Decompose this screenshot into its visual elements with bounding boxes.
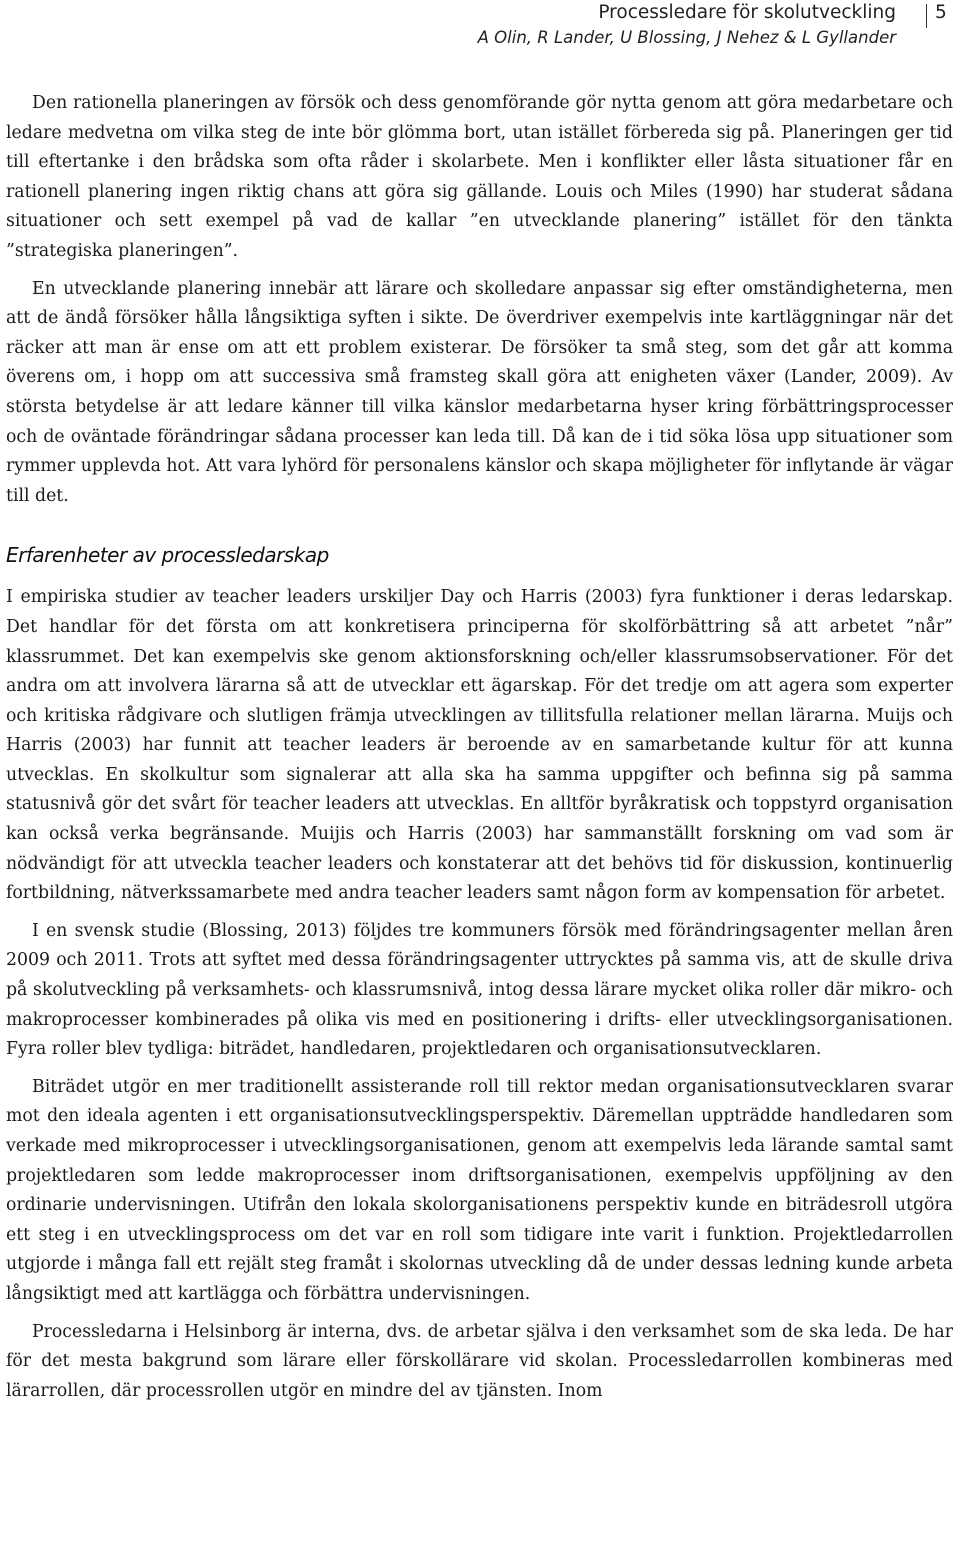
- paragraph-four-roles: Biträdet utgör en mer traditionellt assisterande roll till rektor medan organisationsutvecklaren svarar mot den ideala agenten i ett organisationsutvecklingsperspektiv. Däremellan uppträdde handledaren som verkade med mikroprocesser i utvecklingsorganisationen, genom att exempelvis leda lärande samtal samt projektledaren som ledde makroprocesser inom driftsorganisationen, exempelvis uppföljning av den ordinarie undervisningen. Utifrån den lokala skolorganisationens perspektiv kunde en biträdesroll utgöra ett steg i en utvecklingsprocess om det var en roll som tidigare inte varit i funktion. Projektledarrollen utgjorde i många fall ett rejält steg framåt i skolornas utveckling då de under dessas ledning kunde arbeta långsiktigt med att kartlägga och förbättra undervisningen.: [6, 1076, 953, 1304]
- page-number: 5: [935, 2, 947, 23]
- paragraph-helsingborg: Processledarna i Helsinborg är interna, dvs. de arbetar själva i den verksamhet som de ska leda. De har för det mesta bakgrund som lärare eller förskollärare vid skolan. Processledarrollen kombineras med lärarrollen, där processrollen utgör en mindre del av tjänsten. Inom: [6, 1321, 953, 1401]
- running-header: [0, 0, 960, 60]
- header-divider: [926, 4, 927, 28]
- paragraph-rational-planning: Den rationella planeringen av försök och dess genomförande gör nytta genom att göra medarbetare och ledare medvetna om vilka steg de inte bör glömma bort, utan istället förbereda sig på. Planeringen ger tid till eftertanke i den brådska som ofta råder i skolarbete. Men i konflikter eller låsta situationer får en rationell planering ingen riktig chans att göra sig gällande. Louis och Miles (1990) har studerat sådana situationer och sett exempel på vad de kallar ”en utvecklande planering” istället för den tänkta ”strategiska planeringen”.: [6, 93, 953, 261]
- paragraph-teacher-leaders: I empiriska studier av teacher leaders urskiljer Day och Harris (2003) fyra funktioner i deras ledarskap. Det handlar för det första om att konkretisera principerna för skolförbättring så att arbetet ”når” klassrummet. Det kan exempelvis ske genom aktionsforskning och/eller klassrumsobservationer. För det andra om att involvera lärarna så att de utvecklar ett ägarskap. För det tredje om att agera som experter och kritiska rådgivare och slutligen främja utvecklingen av tillitsfulla relationer mellan lärarna. Muijs och Harris (2003) har funnit att teacher leaders är beroende av en samarbetande kultur för att kunna utvecklas. En skolkultur som signalerar att alla ska ha samma uppgifter och befinna sig på samma statusnivå gör det svårt för teacher leaders att utvecklas. En alltför byråkratisk och toppstyrd organisation kan också verka begränsande. Muijis och Harris (2003) har sammanställt forskning om vad som är nödvändigt för att utveckla teacher leaders och konstaterar att det behövs tid för diskussion, kontinuerlig fortbildning, nätverkssamarbete med andra teacher leaders samt någon form av kompensation för arbetet.: [6, 587, 953, 904]
- paragraph-developing-planning: En utvecklande planering innebär att lärare och skolledare anpassar sig efter omständigheterna, men att de ändå försöker hålla långsiktiga syften i sikte. De överdriver exempelvis inte kartläggningar när det räcker att man är ense om att ett problem existerar. De försöker ta små steg, som det går att komma överens om, i hopp om att successiva små framsteg skall göra att enigheten växer (Lander, 2009). Av största betydelse är att ledare känner till vilka känslor medarbetarna hyser kring förbättringsprocesser och de oväntade förändringar sådana processer kan leda till. Då kan de i tid söka lösa upp situationer som rymmer upplevda hot. Att vara lyhörd för personalens känslor och skapa möjligheter för inflytande är vägar till det.: [6, 278, 953, 506]
- running-title: Processledare för skolutveckling: [598, 2, 896, 23]
- page-body: [6, 89, 953, 1406]
- running-authors: A Olin, R Lander, U Blossing, J Nehez & L Gyllander: [477, 28, 896, 47]
- paragraph-swedish-study: I en svensk studie (Blossing, 2013) följdes tre kommuners försök med förändringsagenter mellan åren 2009 och 2011. Trots att syftet med dessa förändringsagenter uttrycktes på samma vis, att de skulle driva på skolutveckling på verksamhets- och klassrumsnivå, intog dessa lärare mycket olika roller där mikro- och makroprocesser kombinerades på olika vis med en positionering i drifts- eller utvecklingsorganisationen. Fyra roller blev tydliga: biträdet, handledaren, projektledaren och organisationsutvecklaren.: [6, 920, 953, 1060]
- section-heading: Erfarenheter av processledarskap: [6, 543, 329, 568]
